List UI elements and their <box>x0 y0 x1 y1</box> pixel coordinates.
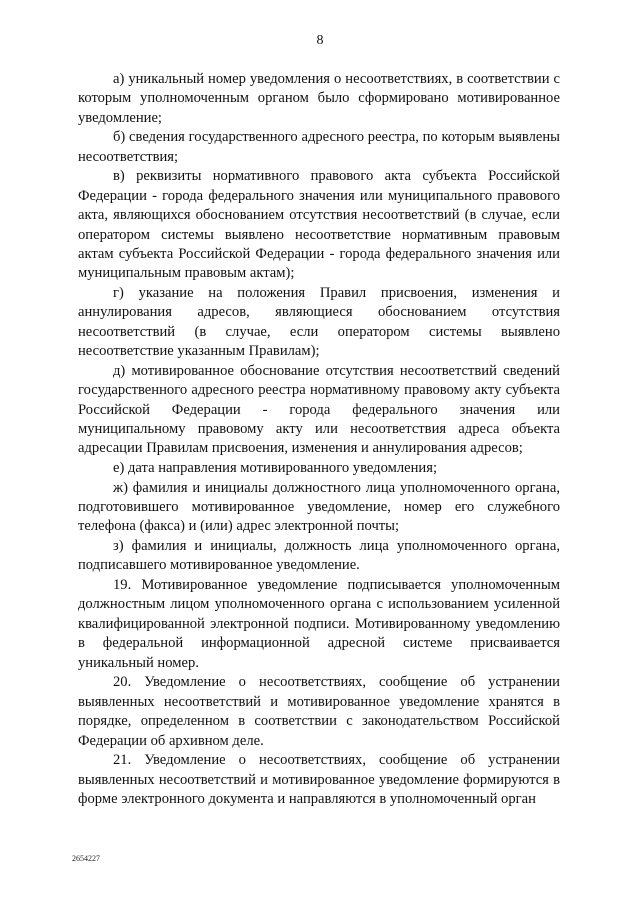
paragraph-item-d: д) мотивированное обоснование отсутствия несоответствий сведений государственного адресного реестра нормативному правовому акту субъекта Российской Федерации - города федерального значения или муниципальному правовому акту или несоответствия адреса объекта адресации Правилам присвоения, изменения и аннулирования адресов; <box>78 362 560 457</box>
paragraph-19: 19. Мотивированное уведомление подписывается уполномоченным должностным лицом уполномоченного органа с использованием усиленной квалифицированной электронной подписи. Мотивированному уведомлению в федеральной информационной адресной системе присваивается уникальный номер. <box>78 577 560 671</box>
paragraph-item-zh: ж) фамилия и инициалы должностного лица уполномоченного органа, подготовившего мотивированное уведомление, номер его служебного телефона (факса) и (или) адрес электронной почты; <box>78 479 560 535</box>
document-id: 2654227 <box>72 854 100 863</box>
paragraph-item-v: в) реквизиты нормативного правового акта субъекта Российской Федерации - города федерального значения или муниципального правового акта, являющихся обоснованием отсутствия несоответствий (в случае, если оператором системы выявлено несоответствие нормативным правовым актам субъекта Российской Федерации - города федерального значения или муниципальным правовым актам); <box>78 168 560 282</box>
page-number: 8 <box>316 33 324 48</box>
paragraph-20: 20. Уведомление о несоответствиях, сообщение об устранении выявленных несоответствий и мотивированное уведомление хранятся в порядке, определенном в соответствии с законодательством Российской Федерации об архивном деле. <box>78 674 560 749</box>
paragraph-item-b: б) сведения государственного адресного реестра, по которым выявлены несоответствия; <box>78 129 560 165</box>
document-body <box>78 70 560 810</box>
paragraph-item-g: г) указание на положения Правил присвоения, изменения и аннулирования адресов, являющиеся обоснованием отсутствия несоответствий (в случае, если оператором системы выявлено несоответствие указанным Правилам); <box>78 285 560 360</box>
paragraph-21: 21. Уведомление о несоответствиях, сообщение об устранении выявленных несоответствий и мотивированное уведомление формируются в форме электронного документа и направляются в уполномоченный орган <box>78 752 560 807</box>
paragraph-item-z: з) фамилия и инициалы, должность лица уполномоченного органа, подписавшего мотивированное уведомление. <box>78 538 560 574</box>
paragraph-item-e: е) дата направления мотивированного уведомления; <box>113 460 438 477</box>
paragraph-item-a: а) уникальный номер уведомления о несоответствиях, в соответствии с которым уполномоченным органом было сформировано мотивированное уведомление; <box>78 71 560 126</box>
